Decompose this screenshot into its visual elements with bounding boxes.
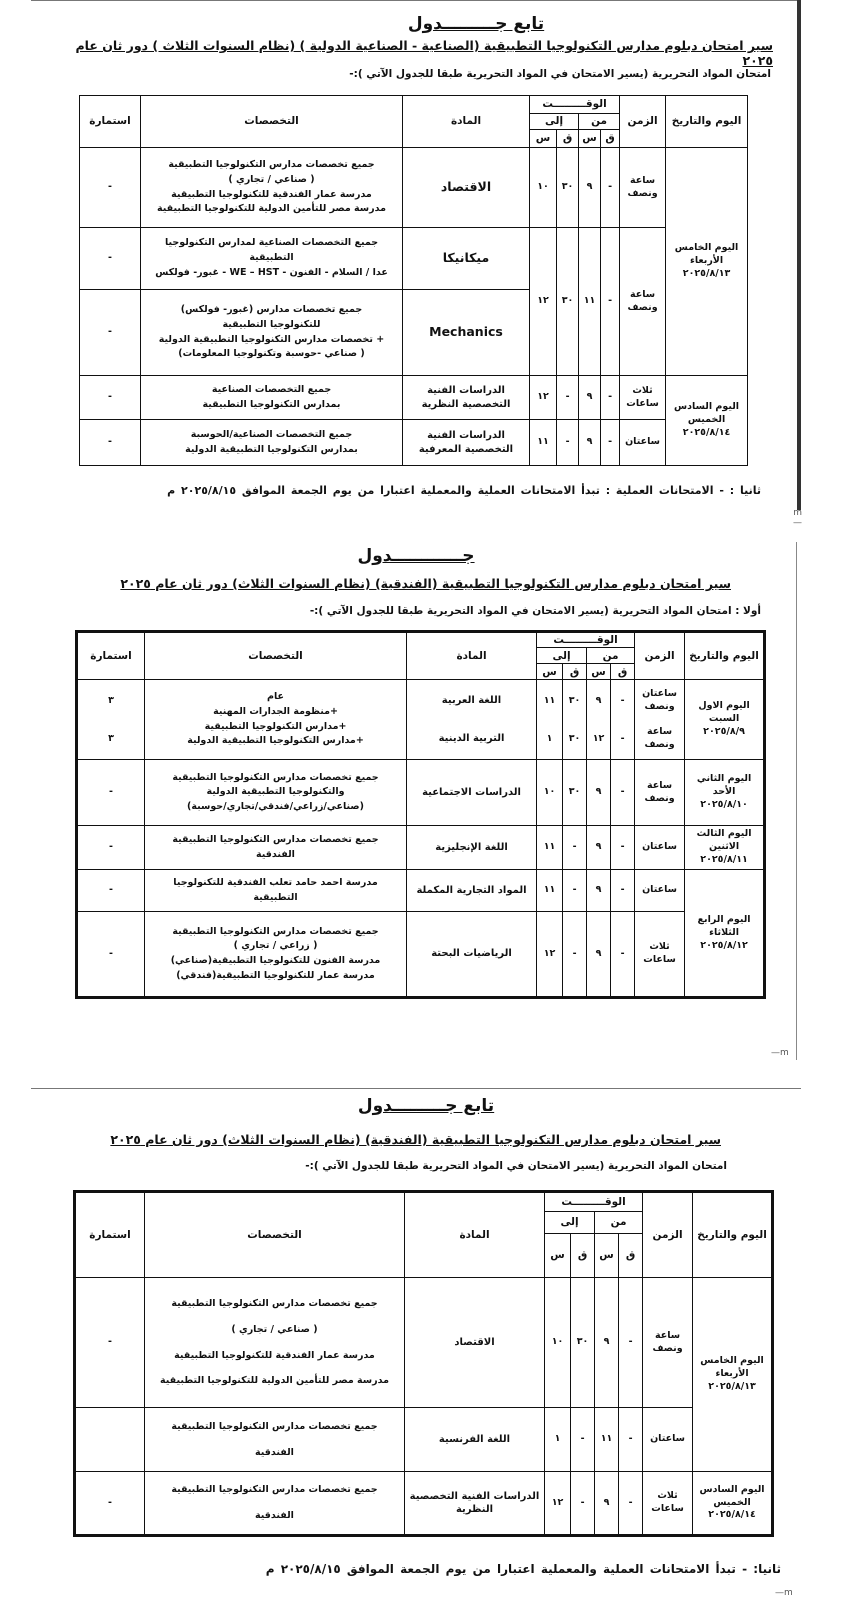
day-cell: [666, 376, 748, 466]
subject-text: اللغة العربية: [441, 694, 502, 706]
from-q-cell: -: [601, 376, 620, 420]
page-title: سير امتحان دبلوم مدارس التكنولوجيا التطبيقية (الفندقية) (نظام السنوات الثلاث) دور ثان عام ٢٠٢٥: [110, 1132, 721, 1147]
duration-cell: ساعة ونصف: [643, 1278, 693, 1408]
duration-text: ساعة ونصف: [644, 725, 675, 750]
form-cell: -: [80, 148, 141, 228]
header-s: س: [595, 1234, 619, 1278]
page-mark: m—: [775, 1588, 793, 1598]
to-h-cell: ١٢: [530, 376, 557, 420]
day-date: ٢٠٢٥/٨/١٣: [708, 1380, 756, 1392]
to-q-cell: -: [557, 420, 579, 466]
to-q: ٣٠: [568, 694, 581, 706]
to-h-cell: ١١: [537, 870, 563, 912]
duration-cell: ثلاث ساعات: [635, 912, 685, 998]
header-day-date: اليوم والتاريخ: [666, 96, 748, 148]
form-cell: -: [80, 376, 141, 420]
header-s: س: [530, 130, 557, 148]
duration-cell: ساعتان: [635, 870, 685, 912]
to-h-cell: ١٠: [545, 1278, 571, 1408]
spec-line: التطبيقية: [249, 252, 294, 264]
spec-line: عام: [266, 691, 285, 703]
duration-cell: ساعة ونصف: [620, 148, 666, 228]
day-cell: [666, 148, 748, 376]
spec-line: جميع تخصصات مدارس التكنولوجيا التطبيقية: [171, 1484, 378, 1496]
intro-text: امتحان المواد التحريرية (يسير الامتحان في المواد التحريرية طبقا للجدول الآتي ):-: [349, 68, 771, 80]
from-q: -: [620, 694, 625, 706]
exam-table-3: [73, 1190, 774, 1537]
page-heading: جــــــــــــدول: [357, 546, 475, 566]
header-time: الوقـــــــــت: [545, 1192, 643, 1212]
to-q-cell: [563, 680, 587, 760]
spec-line: (صناعي/زراعي/فندقي/تجاري/حوسبة): [187, 801, 364, 813]
spec-line: والتكنولوجيا التطبيقية الدولية: [206, 786, 345, 798]
duration-cell: ثلاث ساعات: [620, 376, 666, 420]
form-cell: -: [80, 228, 141, 290]
header-q: ق: [601, 130, 620, 148]
from-h-cell: ٩: [587, 912, 611, 998]
page-heading: تابع جـــــــــدول: [357, 1096, 495, 1116]
form-cell: [77, 680, 145, 760]
day-name: اليوم الاول السبت: [698, 700, 750, 725]
from-h: ٩: [595, 694, 602, 706]
spec-line: +مدارس التكنولوجيا التطبيقية: [204, 720, 347, 732]
day-name: اليوم السادس الخميس: [674, 401, 740, 426]
spec-line: مدرسة مصر للتأمين الدولية للتكنولوجيا التطبيقية: [160, 1375, 389, 1387]
header-specs: التخصصات: [141, 96, 403, 148]
subject-cell: الرياضيات البحتة: [407, 912, 537, 998]
day-name: اليوم الثالث الاثنين: [696, 828, 752, 853]
to-h: ١١: [543, 694, 556, 706]
exam-table-1: [79, 95, 748, 466]
day-name: اليوم الخامس الأربعاء: [700, 1355, 764, 1380]
day-date: ٢٠٢٥/٨/١٣: [682, 267, 731, 279]
spec-line: عدا / السلام - الفنون - WE – HST - غبور- فولكس: [155, 266, 388, 278]
spec-line: مدرسة عمار الفندقية للتكنولوجيا التطبيقية: [174, 1349, 375, 1361]
header-duration: الزمن: [643, 1192, 693, 1278]
to-q-cell: -: [571, 1472, 595, 1536]
from-q: -: [620, 732, 625, 744]
spec-line: ( صناعي / تجاري ): [228, 173, 315, 185]
header-form: استمارة: [77, 632, 145, 680]
to-h-cell: ١٢: [545, 1472, 571, 1536]
specs-cell: [145, 870, 407, 912]
subject-cell: الدراسات الفنية التخصصية المعرفية: [403, 420, 530, 466]
spec-line: الفندقية: [255, 1510, 294, 1521]
page-mark: m—: [771, 1048, 789, 1058]
specs-cell: [145, 1278, 405, 1408]
intro-text: أولا : امتحان المواد التحريرية (يسير الامتحان في المواد التحريرية طبقا للجدول الآتي ):-: [309, 605, 761, 617]
header-q: ق: [563, 664, 587, 680]
spec-line: ( صناعي -حوسبة وتكنولوجيا المعلومات): [178, 348, 365, 360]
page-2: [31, 542, 791, 1060]
subject-cell: اللغة الإنجليزية: [407, 826, 537, 870]
to-h-cell: ١٠: [530, 148, 557, 228]
page-heading: تابع جـــــــــدول: [407, 14, 545, 34]
from-h-cell: ٩: [579, 148, 601, 228]
day-date: ٢٠٢٥/٨/١١: [700, 854, 748, 866]
subject-cell: الدراسات الفنية التخصصية النظرية: [405, 1472, 545, 1536]
from-q-cell: -: [601, 420, 620, 466]
header-form: استمارة: [80, 96, 141, 148]
to-q-cell: ٣٠: [557, 148, 579, 228]
to-h-cell: ١٢: [537, 912, 563, 998]
to-q-cell: -: [563, 826, 587, 870]
spec-line: جميع تخصصات مدارس (غبور- فولكس): [180, 304, 363, 316]
header-q: ق: [611, 664, 635, 680]
header-s: س: [537, 664, 563, 680]
to-q-cell: ٣٠: [571, 1278, 595, 1408]
spec-line: جميع التخصصات الصناعية لمدارس التكنولوجيا: [164, 237, 379, 249]
header-to: إلى: [537, 648, 587, 664]
to-h-cell: ١: [545, 1408, 571, 1472]
header-time: الوقـــــــــت: [537, 632, 635, 648]
specs-cell: [145, 912, 407, 998]
to-h-cell: ١٢: [530, 228, 557, 376]
to-q-cell: -: [563, 870, 587, 912]
day-cell: [685, 760, 765, 826]
form-cell: -: [77, 826, 145, 870]
subject-cell: الاقتصاد: [405, 1278, 545, 1408]
subject-cell: [407, 680, 537, 760]
to-q-cell: -: [563, 912, 587, 998]
to-q: ٣٠: [568, 732, 581, 744]
footer-note: ثانيا: - تبدأ الامتحانات العملية والمعملية اعتبارا من يوم الجمعة الموافق ٢٠٢٥/٨/١٥ م: [265, 1562, 781, 1576]
day-cell: [685, 680, 765, 760]
specs-cell: [141, 420, 403, 466]
spec-line: جميع تخصصات مدارس التكنولوجيا التطبيقية: [172, 771, 379, 783]
spec-line: ( صناعي / تجاري ): [231, 1323, 318, 1335]
subject-text: التربية الدينية: [438, 732, 505, 744]
subject-cell: الدراسات الاجتماعية: [407, 760, 537, 826]
day-date: ٢٠٢٥/٨/١٢: [700, 939, 748, 951]
from-q-cell: -: [619, 1472, 643, 1536]
day-date: ٢٠٢٥/٨/١٤: [682, 426, 731, 438]
to-h-cell: ١١: [537, 826, 563, 870]
duration-cell: ساعتان: [635, 826, 685, 870]
header-duration: الزمن: [635, 632, 685, 680]
from-q-cell: -: [611, 826, 635, 870]
to-h-cell: [537, 680, 563, 760]
to-q-cell: ٣٠: [557, 228, 579, 376]
header-subject: المادة: [405, 1192, 545, 1278]
page-mark: m—: [793, 508, 802, 528]
spec-line: +منظومة الجدارات المهنية: [213, 705, 338, 717]
day-cell: [693, 1472, 773, 1536]
spec-line: جميع تخصصات مدارس التكنولوجيا التطبيقية: [171, 1420, 378, 1432]
day-cell: [685, 826, 765, 870]
header-subject: المادة: [407, 632, 537, 680]
specs-cell: [145, 1408, 405, 1472]
header-s: س: [587, 664, 611, 680]
header-q: ق: [557, 130, 579, 148]
duration-cell: ثلاث ساعات: [643, 1472, 693, 1536]
page-right-edge: [796, 542, 797, 1060]
specs-cell: [141, 148, 403, 228]
header-from: من: [587, 648, 635, 664]
subject-cell: ميكانيكا: [403, 228, 530, 290]
spec-line: الفندقية: [256, 848, 295, 860]
spec-line: جميع التخصصات الصناعية/الحوسبة: [190, 428, 353, 440]
header-duration: الزمن: [620, 96, 666, 148]
subject-cell: Mechanics: [403, 290, 530, 376]
to-h-cell: ١٠: [537, 760, 563, 826]
spec-line: مدرسة الفنون للتكنولوجيا التطبيقية(صناعي): [170, 955, 381, 967]
to-h: ١: [546, 732, 553, 744]
specs-cell: [141, 290, 403, 376]
intro-text: امتحان المواد التحريرية (يسير الامتحان في المواد التحريرية طبقا للجدول الآتي ):-: [305, 1160, 727, 1172]
spec-line: بمدارس التكنولوجيا التطبيقية: [202, 398, 341, 410]
subject-cell: الاقتصاد: [403, 148, 530, 228]
form-value: ٣: [108, 694, 114, 706]
day-cell: [693, 1278, 773, 1472]
page-1: [31, 0, 802, 528]
from-h-cell: ١١: [595, 1408, 619, 1472]
from-q-cell: -: [611, 760, 635, 826]
header-from: من: [579, 114, 620, 130]
page-top-border: [31, 0, 801, 1]
header-day-date: اليوم والتاريخ: [685, 632, 765, 680]
to-q-cell: -: [571, 1408, 595, 1472]
specs-cell: [141, 376, 403, 420]
header-time: الوقـــــــــت: [530, 96, 620, 114]
spec-line: التطبيقية: [253, 891, 298, 903]
header-specs: التخصصات: [145, 632, 407, 680]
page-title: سير امتحان دبلوم مدارس التكنولوجيا التطبيقية (الفندقية) (نظام السنوات الثلاث) دور ثان عام ٢٠٢٥: [120, 576, 731, 591]
day-date: ٢٠٢٥/٨/١٤: [708, 1509, 756, 1521]
header-form: استمارة: [75, 1192, 145, 1278]
page-right-edge: [797, 0, 801, 510]
to-h-cell: ١١: [530, 420, 557, 466]
form-cell: -: [77, 870, 145, 912]
header-from: من: [595, 1212, 643, 1234]
from-h-cell: ١١: [579, 228, 601, 376]
specs-cell: [145, 826, 407, 870]
spec-line: للتكنولوجيا التطبيقية: [222, 318, 321, 330]
day-name: اليوم الخامس الأربعاء: [674, 242, 739, 267]
day-date: ٢٠٢٥/٨/١٠: [700, 799, 748, 811]
day-name: اليوم الثاني الأحد: [696, 773, 752, 798]
specs-cell: [145, 1472, 405, 1536]
day-cell: [685, 870, 765, 998]
spec-line: بمدارس التكنولوجيا التطبيقية الدولية: [185, 443, 358, 455]
header-q: ق: [619, 1234, 643, 1278]
from-h-cell: ٩: [587, 826, 611, 870]
to-q-cell: -: [557, 376, 579, 420]
form-cell: -: [77, 760, 145, 826]
from-h-cell: ٩: [595, 1278, 619, 1408]
spec-line: مدرسة عمار للتكنولوجيا التطبيقية(فندقي): [176, 969, 375, 981]
exam-table-2: [75, 630, 766, 999]
duration-cell: ساعة ونصف: [635, 760, 685, 826]
from-q-cell: -: [601, 228, 620, 376]
form-cell: -: [75, 1278, 145, 1408]
spec-line: جميع التخصصات الصناعية: [211, 383, 332, 395]
page-3: [31, 1088, 801, 1600]
header-subject: المادة: [403, 96, 530, 148]
from-h-cell: ٩: [579, 420, 601, 466]
spec-line: جميع تخصصات مدارس التكنولوجيا التطبيقية: [172, 833, 379, 845]
form-cell: [75, 1408, 145, 1472]
day-date: ٢٠٢٥/٨/٩: [703, 726, 745, 738]
header-s: س: [579, 130, 601, 148]
subject-cell: المواد التجارية المكملة: [407, 870, 537, 912]
duration-cell: ساعتان: [643, 1408, 693, 1472]
spec-line: مدرسة عمار الفندقية للتكنولوجيا التطبيقية: [171, 188, 372, 200]
from-q-cell: -: [611, 870, 635, 912]
spec-line: مدرسة احمد حامد تعلب الفندقية للتكنولوجيا: [173, 876, 378, 888]
form-cell: -: [80, 290, 141, 376]
header-to: إلى: [545, 1212, 595, 1234]
from-q-cell: -: [619, 1278, 643, 1408]
spec-line: الفندقية: [255, 1446, 294, 1458]
form-cell: -: [75, 1472, 145, 1536]
day-name: اليوم الرابع الثلاثاء: [697, 913, 751, 938]
spec-line: +مدارس التكنولوجيا التطبيقية الدولية: [187, 735, 364, 747]
spec-line: + تخصصات مدارس التكنولوجيا التطبيقية الدولية: [158, 333, 385, 345]
from-q-cell: [611, 680, 635, 760]
duration-cell: [635, 680, 685, 760]
day-name: اليوم السادس الخميس: [699, 1483, 765, 1508]
spec-line: جميع تخصصات مدارس التكنولوجيا التطبيقية: [172, 925, 379, 937]
header-q: ق: [571, 1234, 595, 1278]
from-q-cell: -: [619, 1408, 643, 1472]
from-h-cell: ٩: [579, 376, 601, 420]
header-s: س: [545, 1234, 571, 1278]
duration-cell: ساعتان: [620, 420, 666, 466]
specs-cell: [145, 680, 407, 760]
header-day-date: اليوم والتاريخ: [693, 1192, 773, 1278]
spec-line: جميع تخصصات مدارس التكنولوجيا التطبيقية: [168, 159, 375, 171]
form-value: ٣: [108, 732, 114, 744]
from-h-cell: [587, 680, 611, 760]
page-top-border: [31, 1088, 801, 1089]
spec-line: جميع تخصصات مدارس التكنولوجيا التطبيقية: [171, 1298, 378, 1310]
specs-cell: [141, 228, 403, 290]
specs-cell: [145, 760, 407, 826]
duration-text: ساعتان ونصف: [642, 687, 678, 712]
from-h-cell: ٩: [587, 870, 611, 912]
from-h: ١٢: [592, 732, 605, 744]
header-specs: التخصصات: [145, 1192, 405, 1278]
footer-note: ثانيا : - الامتحانات العملية : تبدأ الامتحانات العملية والمعملية اعتبارا من يوم الجمعة الموافق ٢٠٢٥/٨/١٥ م: [167, 484, 761, 497]
from-q-cell: -: [611, 912, 635, 998]
duration-cell: ساعة ونصف: [620, 228, 666, 376]
from-q-cell: -: [601, 148, 620, 228]
header-to: إلى: [530, 114, 579, 130]
subject-cell: اللغة الفرنسية: [405, 1408, 545, 1472]
from-h-cell: ٩: [587, 760, 611, 826]
page-title: سير امتحان دبلوم مدارس التكنولوجيا التطبيقية (الصناعية - الصناعية الدولية ) (نظام السنوات الثلاث ) دور ثان عام ٢٠٢٥: [75, 38, 773, 68]
spec-line: ( زراعي / تجاري ): [233, 940, 318, 952]
from-h-cell: ٩: [595, 1472, 619, 1536]
form-cell: -: [77, 912, 145, 998]
form-cell: -: [80, 420, 141, 466]
to-q-cell: ٣٠: [563, 760, 587, 826]
subject-cell: الدراسات الفنية التخصصية النظرية: [403, 376, 530, 420]
spec-line: مدرسة مصر للتأمين الدولية للتكنولوجيا التطبيقية: [157, 203, 386, 215]
